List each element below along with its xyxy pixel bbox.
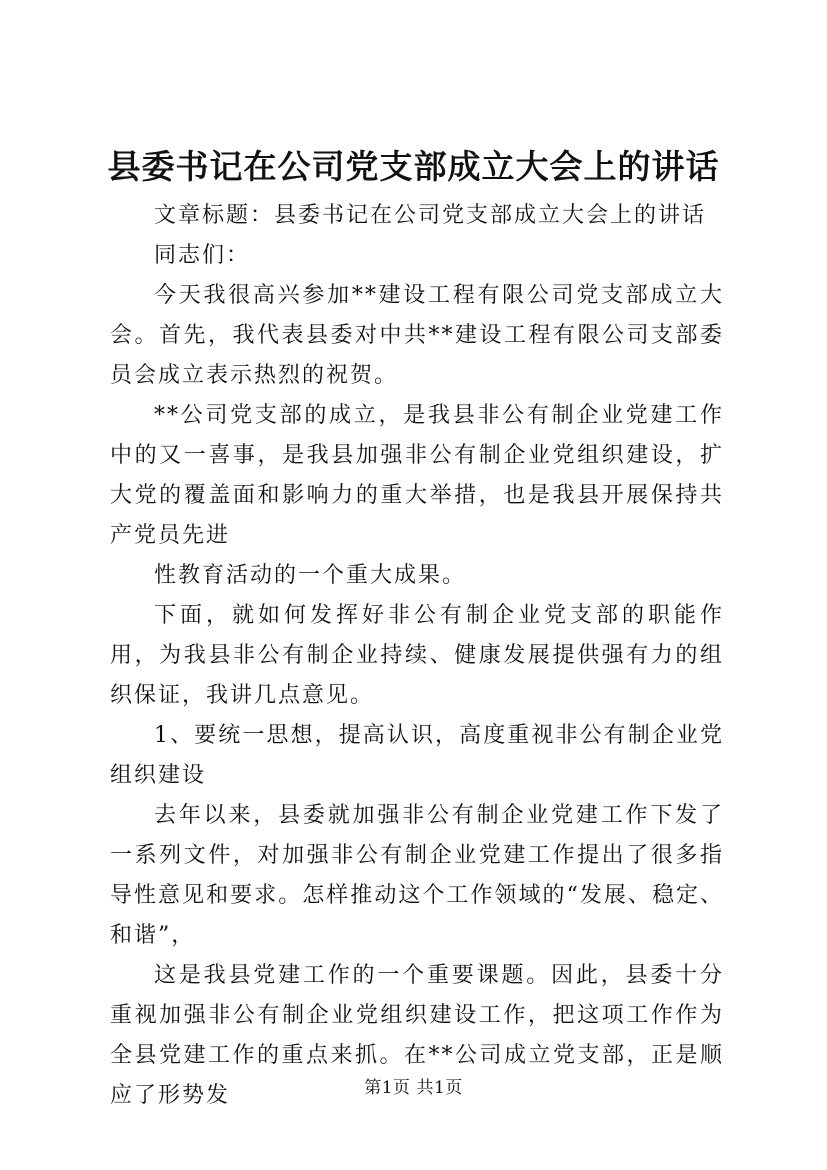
document-title: 县委书记在公司党支部成立大会上的讲话 bbox=[107, 147, 720, 186]
paragraph: 下面，就如何发挥好非公有制企业党支部的职能作用，为我县非公有制企业持续、健康发展提供强有力的组织保证，我讲几点意见。 bbox=[110, 603, 724, 708]
page-footer: 第1页 共1页 bbox=[364, 1078, 463, 1098]
document-body bbox=[110, 196, 724, 1116]
salutation: 同志们： bbox=[154, 243, 251, 268]
paragraph: 今天我很高兴参加**建设工程有限公司党支部成立大会。首先，我代表县委对中共**建设工程有限公司支部委员会成立表示热烈的祝贺。 bbox=[110, 283, 724, 388]
paragraph: 这是我县党建工作的一个重要课题。因此，县委十分重视加强非公有制企业党组织建设工作，把这项工作作为全县党建工作的重点来抓。在**公司成立党支部，正是顺应了形势发 bbox=[110, 963, 724, 1108]
paragraph: 性教育活动的一个重大成果。 bbox=[154, 563, 467, 588]
paragraph: 去年以来，县委就加强非公有制企业党建工作下发了一系列文件，对加强非公有制企业党建工作提出了很多指导性意见和要求。怎样推动这个工作领域的“发展、稳定、和谐”， bbox=[110, 803, 724, 948]
article-title-line: 文章标题：县委书记在公司党支部成立大会上的讲话 bbox=[154, 203, 707, 228]
section-heading: 1、要统一思想，提高认识，高度重视非公有制企业党组织建设 bbox=[110, 723, 724, 788]
paragraph: **公司党支部的成立，是我县非公有制企业党建工作中的又一喜事，是我县加强非公有制企业党组织建设，扩大党的覆盖面和影响力的重大举措，也是我县开展保持共产党员先进 bbox=[110, 403, 724, 548]
